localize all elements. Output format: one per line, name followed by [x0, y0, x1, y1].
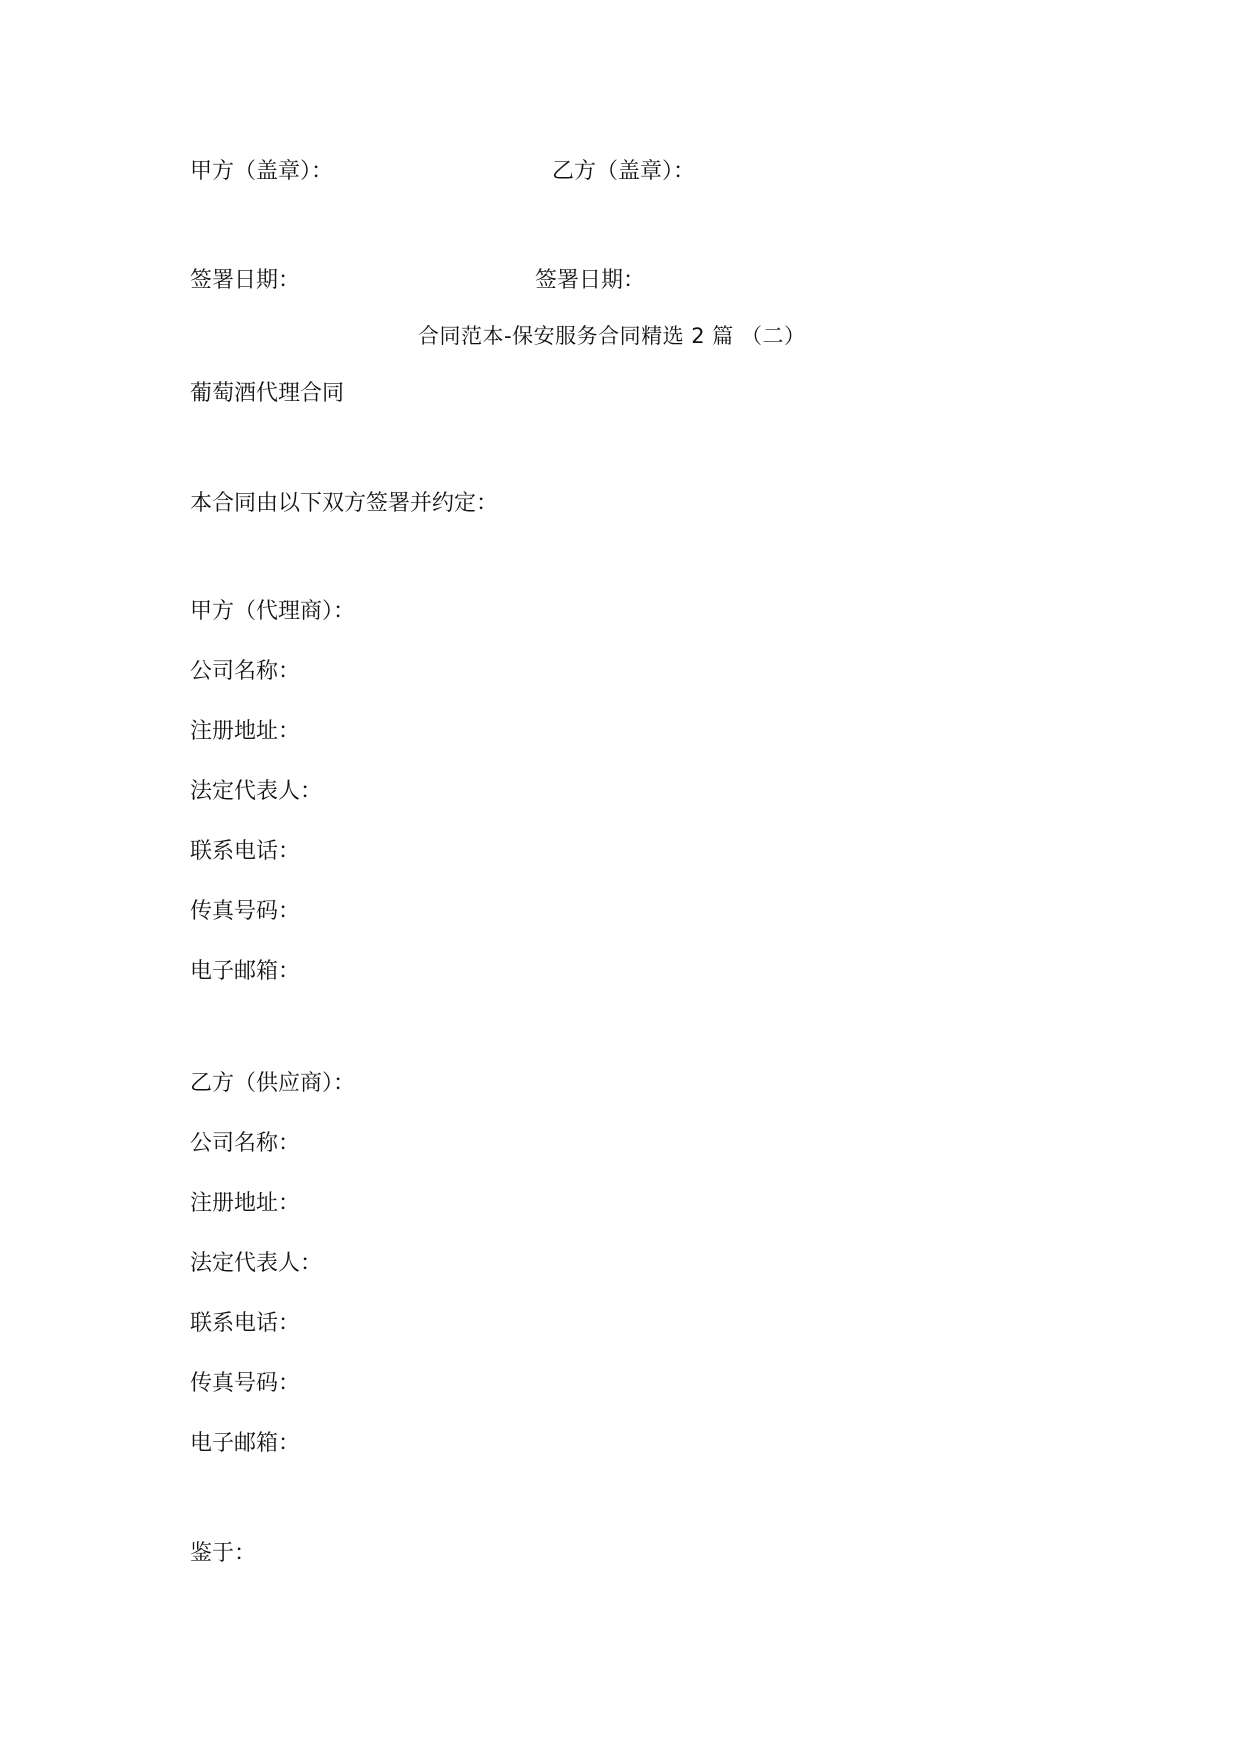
party-a-legal-rep: 法定代表人： [190, 779, 323, 804]
contract-title: 葡萄酒代理合同 [190, 381, 345, 406]
party-a-phone: 联系电话： [190, 839, 301, 864]
party-b-legal-rep: 法定代表人： [190, 1251, 323, 1276]
party-b-address: 注册地址： [190, 1191, 301, 1216]
party-a-address: 注册地址： [190, 719, 301, 744]
party-b-date-label: 签署日期： [535, 268, 646, 293]
party-b-phone: 联系电话： [190, 1311, 301, 1336]
party-a-heading: 甲方（代理商）： [190, 599, 356, 624]
party-a-company-name: 公司名称： [190, 659, 301, 684]
whereas-label: 鉴于： [190, 1541, 257, 1566]
party-a-seal-label: 甲方（盖章）： [190, 159, 334, 184]
party-b-fax: 传真号码： [190, 1371, 301, 1396]
party-a-email: 电子邮箱： [190, 959, 301, 984]
party-b-seal-label: 乙方（盖章）： [552, 159, 696, 184]
party-b-email: 电子邮箱： [190, 1431, 301, 1456]
party-a-date-label: 签署日期： [190, 268, 301, 293]
party-a-fax: 传真号码： [190, 899, 301, 924]
party-b-heading: 乙方（供应商）： [190, 1071, 356, 1096]
section-title: 合同范本-保安服务合同精选 2 篇 （二） [418, 324, 806, 348]
intro-text: 本合同由以下双方签署并约定： [190, 491, 499, 516]
party-b-company-name: 公司名称： [190, 1131, 301, 1156]
